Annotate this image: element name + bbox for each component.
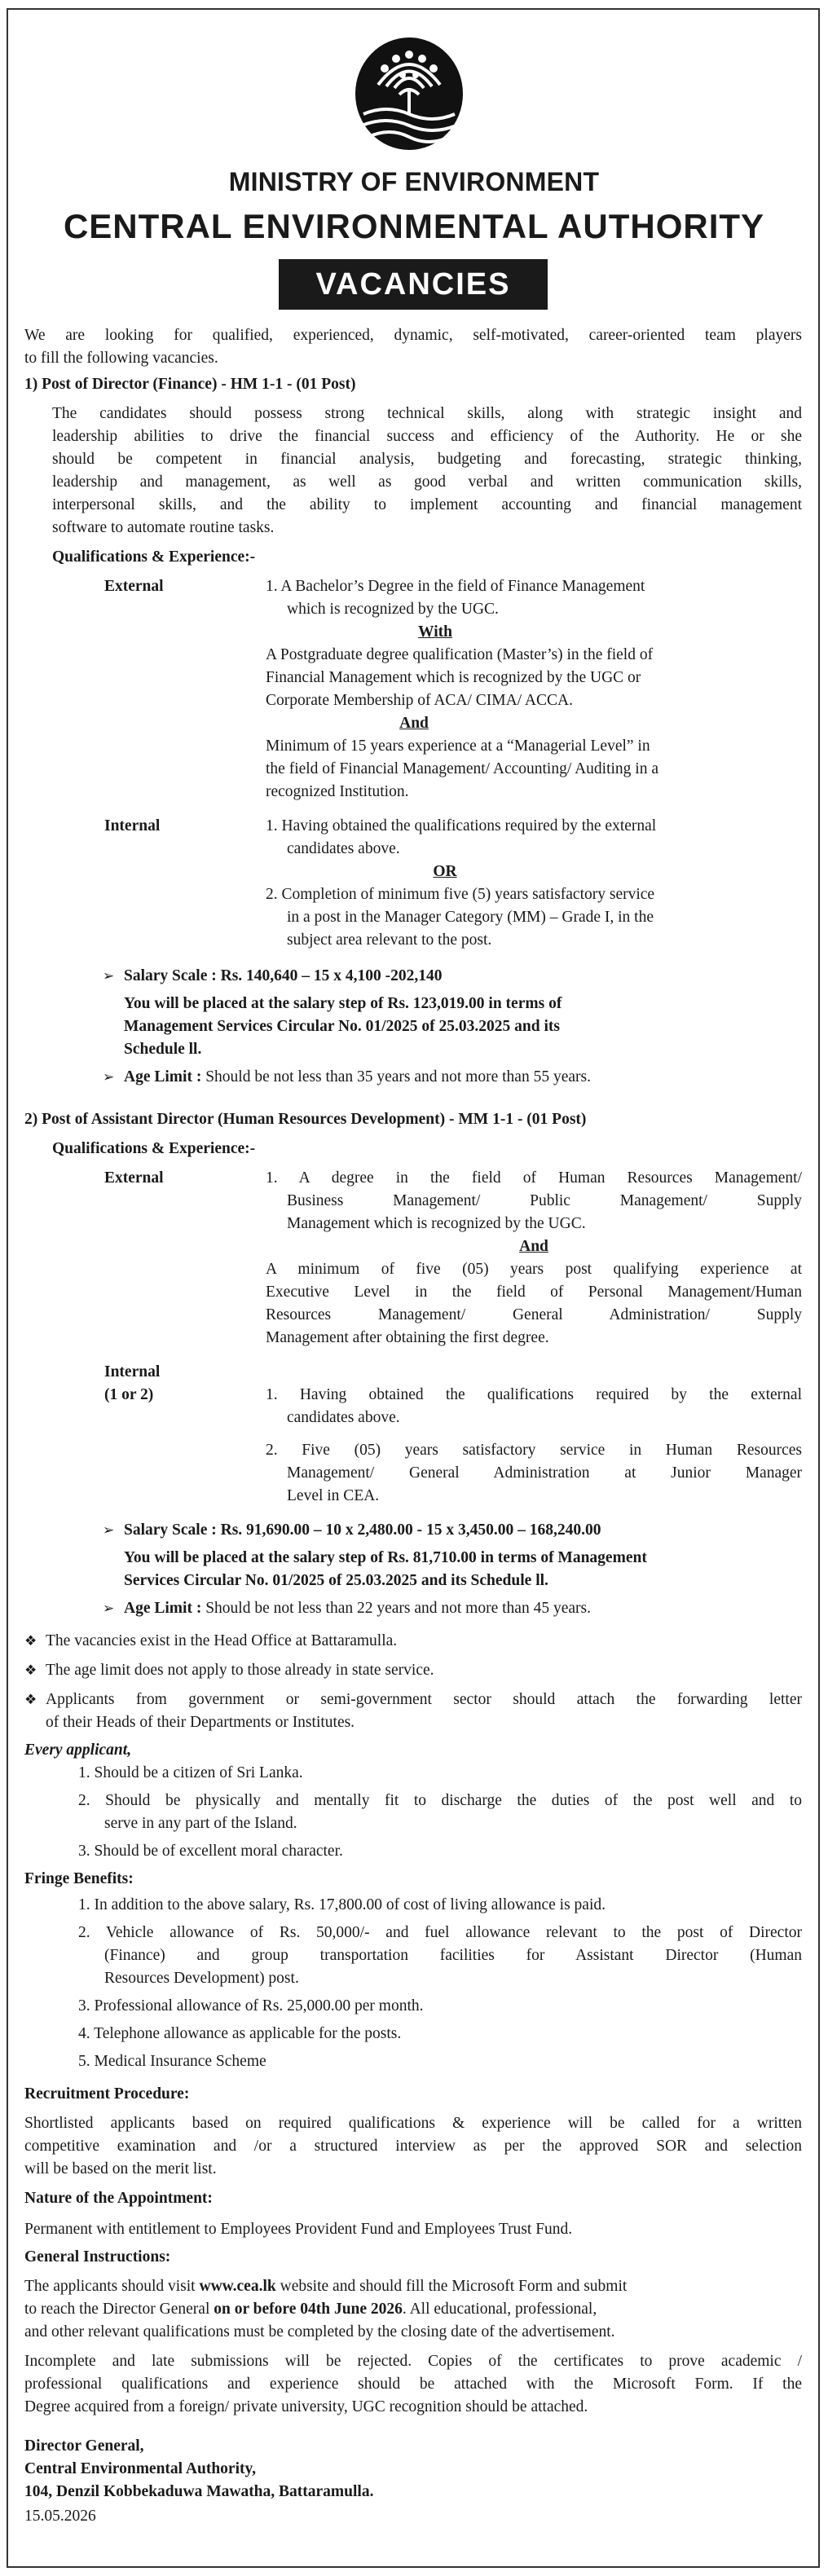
arrow-bullet-icon: ➢ xyxy=(103,1522,115,1538)
signature-date: 15.05.2026 xyxy=(24,2508,96,2525)
post2-internal-line: Level in CEA. xyxy=(287,1487,380,1504)
post1-salary: Salary Scale : Rs. 140,640 – 15 x 4,100 -202,140 xyxy=(124,967,443,984)
post1-age-limit xyxy=(124,1066,591,1089)
post1-desc-line: software to automate routine tasks. xyxy=(52,519,275,536)
applicant-requirement: 2. Should be physically and mentally fit to discharge the duties of the post well and to xyxy=(78,1792,802,1809)
post1-internal-line: subject area relevant to the post. xyxy=(287,931,492,949)
ministry-title: MINISTRY OF ENVIRONMENT xyxy=(228,167,600,196)
nature-heading: Nature of the Appointment: xyxy=(24,2190,213,2207)
note-item: of their Heads of their Departments or Institutes. xyxy=(46,1714,355,1731)
arrow-bullet-icon: ➢ xyxy=(103,1069,115,1085)
post1-age-text: Should be not less than 35 years and not more than 55 years. xyxy=(201,1068,591,1085)
post1-and-label: And xyxy=(399,715,429,732)
post1-internal-line: 1. Having obtained the qualifications required by the external xyxy=(266,817,657,834)
general-line: and other relevant qualifications must be completed by the closing date of the advertisement. xyxy=(24,2323,615,2340)
arrow-bullet-icon: ➢ xyxy=(103,968,115,984)
post2-external-line: 1. A degree in the field of Human Resources Management/ xyxy=(266,1169,802,1187)
fringe-item: (Finance) and group transportation facilities for Assistant Director (Human xyxy=(104,1947,802,1964)
every-applicant-heading: Every applicant, xyxy=(24,1742,132,1759)
note-item: The vacancies exist in the Head Office at Battaramulla. xyxy=(46,1632,398,1649)
general-line-text: The applicants should visit xyxy=(24,2278,200,2295)
post1-external-line: A Postgraduate degree qualification (Master’s) in the field of xyxy=(266,646,654,663)
closing-date: on or before 04th June 2026 xyxy=(214,2301,403,2318)
signature-line: 104, Denzil Kobbekaduwa Mawatha, Battaramulla. xyxy=(24,2483,374,2500)
post2-external-line: Management after obtaining the first degree. xyxy=(266,1329,549,1346)
fringe-item: 4. Telephone allowance as applicable for the posts. xyxy=(78,2025,402,2042)
post2-external-line: Resources Management/ General Administration/ Supply xyxy=(266,1306,802,1323)
post2-and-label: And xyxy=(519,1238,548,1255)
arrow-bullet-icon: ➢ xyxy=(103,1601,115,1616)
post1-external-label: External xyxy=(104,578,164,595)
general-heading: General Instructions: xyxy=(24,2248,171,2266)
post1-placement-line: Schedule ll. xyxy=(124,1041,202,1058)
post1-external-line: 1. A Bachelor’s Degree in the field of Finance Management xyxy=(266,578,645,595)
diamond-bullet-icon: ❖ xyxy=(24,1692,37,1707)
post1-with-label: With xyxy=(418,623,452,641)
post1-qual-heading: Qualifications & Experience:- xyxy=(52,548,256,566)
website-link[interactable]: www.cea.lk xyxy=(199,2278,276,2295)
post2-external-line: Executive Level in the field of Personal Management/Human xyxy=(266,1284,802,1301)
post1-or-label: OR xyxy=(433,863,457,880)
general-line-text: website and should fill the Microsoft Form and submit xyxy=(275,2278,628,2295)
post2-internal-label: Internal xyxy=(104,1363,161,1380)
post1-age-label: Age Limit : xyxy=(124,1068,202,1085)
post1-desc-line: should be competent in financial analysis, budgeting and forecasting, strategic thinking, xyxy=(52,451,802,468)
post1-title: 1) Post of Director (Finance) - HM 1-1 - (01 Post) xyxy=(24,376,356,393)
general-line: professional qualifications and experience should be attached with the Microsoft Form. If the xyxy=(24,2376,802,2393)
post1-desc-line: leadership abilities to drive the financial success and efficiency of the Authority. He or she xyxy=(52,428,802,445)
post1-desc-line: interpersonal skills, and the ability to implement accounting and financial management xyxy=(52,496,802,513)
note-item: Applicants from government or semi-government sector should attach the forwarding letter xyxy=(46,1691,802,1708)
post2-external-line: A minimum of five (05) years post qualifying experience at xyxy=(266,1261,802,1278)
post2-title: 2) Post of Assistant Director (Human Resources Development) - MM 1-1 - (01 Post) xyxy=(24,1111,587,1128)
post2-placement-line: Services Circular No. 01/2025 of 25.03.2025 and its Schedule ll. xyxy=(124,1572,548,1589)
post1-internal-line: 2. Completion of minimum five (5) years satisfactory service xyxy=(266,886,655,903)
post2-placement-line: You will be placed at the salary step of Rs. 81,710.00 in terms of Management xyxy=(124,1549,647,1566)
recruitment-line: will be based on the merit list. xyxy=(24,2160,217,2177)
nature-text: Permanent with entitlement to Employees Provident Fund and Employees Trust Fund. xyxy=(24,2221,573,2238)
post1-external-line: Financial Management which is recognized by the UGC or xyxy=(266,669,641,686)
post2-age-label: Age Limit : xyxy=(124,1600,202,1617)
intro-line: to fill the following vacancies. xyxy=(24,350,218,367)
general-line-text: . All educational, professional, xyxy=(402,2301,597,2318)
authority-title: CENTRAL ENVIRONMENTAL AUTHORITY xyxy=(63,207,765,245)
general-line-text: to reach the Director General xyxy=(24,2301,214,2318)
post2-internal-line: Management/ General Administration at Junior Manager xyxy=(287,1464,802,1482)
post1-internal-line: candidates above. xyxy=(287,840,400,857)
diamond-bullet-icon: ❖ xyxy=(24,1662,37,1678)
vacancies-banner: VACANCIES xyxy=(279,259,548,310)
recruitment-heading: Recruitment Procedure: xyxy=(24,2085,190,2103)
note-item: The age limit does not apply to those already in state service. xyxy=(46,1662,434,1679)
post2-external-line: Management which is recognized by the UGC. xyxy=(287,1215,586,1232)
fringe-item: 1. In addition to the above salary, Rs. 17,800.00 of cost of living allowance is paid. xyxy=(78,1896,606,1913)
post1-internal-line: in a post in the Manager Category (MM) – Grade I, in the xyxy=(287,909,654,926)
diamond-bullet-icon: ❖ xyxy=(24,1633,37,1649)
applicant-requirement: 3. Should be of excellent moral character. xyxy=(78,1843,343,1860)
post2-salary: Salary Scale : Rs. 91,690.00 – 10 x 2,480.00 - 15 x 3,450.00 – 168,240.00 xyxy=(124,1521,601,1539)
fringe-item: 3. Professional allowance of Rs. 25,000.00 per month. xyxy=(78,1997,424,2015)
post2-internal-line: 2. Five (05) years satisfactory service in Human Resources xyxy=(266,1442,802,1459)
general-line: Incomplete and late submissions will be rejected. Copies of the certificates to prove academic / xyxy=(24,2353,802,2370)
fringe-heading: Fringe Benefits: xyxy=(24,1870,134,1887)
post1-external-line: Corporate Membership of ACA/ CIMA/ ACCA. xyxy=(266,692,573,709)
recruitment-line: Shortlisted applicants based on required qualifications & experience will be called for a written xyxy=(24,2115,802,2132)
general-line xyxy=(24,2298,597,2321)
post1-external-line: the field of Financial Management/ Accounting/ Auditing in a xyxy=(266,760,658,777)
applicant-requirement: serve in any part of the Island. xyxy=(104,1815,297,1832)
signature-line: Director General, xyxy=(24,2437,144,2455)
post1-internal-label: Internal xyxy=(104,817,161,834)
cea-logo-icon xyxy=(354,36,465,152)
post2-internal-sub: (1 or 2) xyxy=(104,1386,154,1403)
post1-placement-line: You will be placed at the salary step of Rs. 123,019.00 in terms of xyxy=(124,995,562,1012)
post2-external-line: Business Management/ Public Management/ Supply xyxy=(287,1192,802,1209)
intro-line: We are looking for qualified, experienced, dynamic, self-motivated, career-oriented team players xyxy=(24,327,802,344)
post1-external-line: Minimum of 15 years experience at a “Managerial Level” in xyxy=(266,738,650,755)
post2-age-text: Should be not less than 22 years and not more than 45 years. xyxy=(201,1600,591,1617)
general-line: Degree acquired from a foreign/ private university, UGC recognition should be attached. xyxy=(24,2398,588,2415)
general-line xyxy=(24,2275,627,2298)
post1-external-line: recognized Institution. xyxy=(266,783,409,800)
fringe-item: Resources Development) post. xyxy=(104,1970,299,1987)
post2-internal-line: candidates above. xyxy=(287,1409,400,1426)
applicant-requirement: 1. Should be a citizen of Sri Lanka. xyxy=(78,1764,303,1781)
post1-external-line: which is recognized by the UGC. xyxy=(287,601,499,618)
post1-desc-line: The candidates should possess strong technical skills, along with strategic insight and xyxy=(52,405,802,422)
fringe-item: 5. Medical Insurance Scheme xyxy=(78,2053,266,2070)
fringe-item: 2. Vehicle allowance of Rs. 50,000/- and fuel allowance relevant to the post of Director xyxy=(78,1924,802,1941)
post1-placement-line: Management Services Circular No. 01/2025 of 25.03.2025 and its xyxy=(124,1018,560,1035)
post2-age-limit xyxy=(124,1597,591,1620)
post2-external-label: External xyxy=(104,1169,164,1187)
post2-qual-heading: Qualifications & Experience:- xyxy=(52,1140,256,1157)
post1-desc-line: leadership and management, as well as good verbal and written communication skills, xyxy=(52,473,802,491)
recruitment-line: competitive examination and /or a structured interview as per the approved SOR and selection xyxy=(24,2138,802,2155)
signature-line: Central Environmental Authority, xyxy=(24,2460,257,2477)
post2-internal-line: 1. Having obtained the qualifications required by the external xyxy=(266,1386,802,1403)
